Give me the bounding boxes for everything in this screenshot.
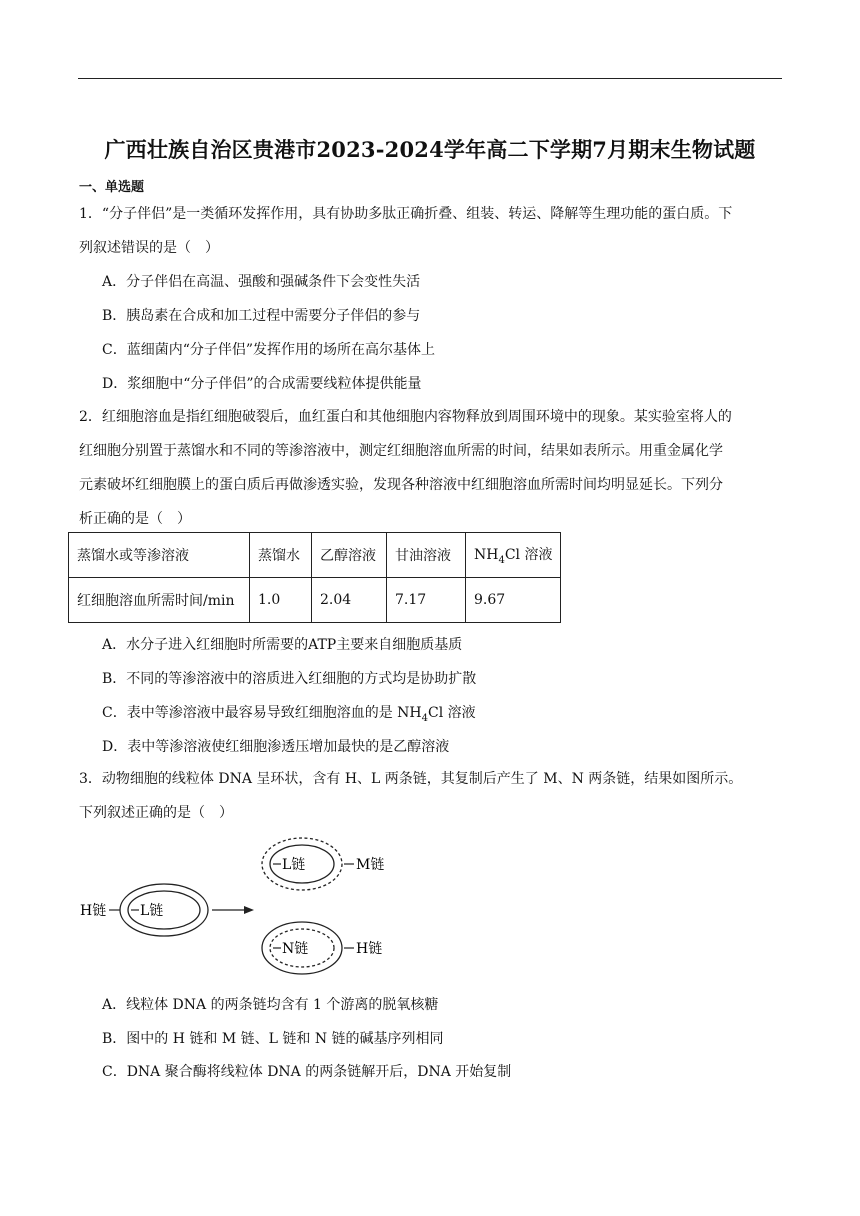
arrow-head-icon <box>244 906 254 914</box>
table-cell: 9.67 <box>466 578 561 623</box>
mtdna-replication-diagram <box>78 828 418 978</box>
q2-option-a: A．水分子进入红细胞时所需要的ATP主要来自细胞质基质 <box>102 637 463 653</box>
q1-stem-line-1: 1．“分子伴侣”是一类循环发挥作用，具有协助多肽正确折叠、组装、转运、降解等生理功能的蛋白质。下 <box>79 206 733 222</box>
table-header-cell: 蒸馏水 <box>250 533 312 578</box>
table-cell: 红细胞溶血所需时间/min <box>69 578 250 623</box>
table-header-cell: 乙醇溶液 <box>312 533 387 578</box>
label-n-strand: N链 <box>282 941 309 957</box>
q2-option-b: B．不同的等渗溶液中的溶质进入红细胞的方式均是协助扩散 <box>102 671 477 687</box>
q3-option-a: A．线粒体 DNA 的两条链均含有 1 个游离的脱氧核糖 <box>102 997 439 1013</box>
label-m-strand: M链 <box>356 857 385 873</box>
q1-option-d: D．浆细胞中“分子伴侣”的合成需要线粒体提供能量 <box>102 376 422 392</box>
label-h-strand: H链 <box>80 903 107 919</box>
q2-stem-line-3: 元素破坏红细胞膜上的蛋白质后再做渗透实验，发现各种溶液中红细胞溶血所需时间均明显延长。下列分 <box>79 477 723 493</box>
q3-stem-line-1: 3．动物细胞的线粒体 DNA 呈环状，含有 H、L 两条链，其复制后产生了 M、N 两条链，结果如图所示。 <box>79 771 743 787</box>
table-cell: 1.0 <box>250 578 312 623</box>
q1-option-b: B．胰岛素在合成和加工过程中需要分子伴侣的参与 <box>102 308 421 324</box>
table-header-cell: $NH_4Cl$ 溶液 <box>466 533 561 578</box>
table-cell: 2.04 <box>312 578 387 623</box>
label-h-strand: H链 <box>356 941 383 957</box>
q1-option-a: A．分子伴侣在高温、强酸和强碱条件下会变性失活 <box>102 274 421 290</box>
hemolysis-table <box>68 532 561 623</box>
table-cell: 7.17 <box>387 578 466 623</box>
q2-stem-line-4: 析正确的是（ ） <box>79 511 191 527</box>
q1-stem-line-2: 列叙述错误的是（ ） <box>79 240 219 256</box>
q3-option-b: B．图中的 H 链和 M 链、L 链和 N 链的碱基序列相同 <box>102 1031 444 1047</box>
q2-option-d: D．表中等渗溶液使红细胞渗透压增加最快的是乙醇溶液 <box>102 739 450 755</box>
q3-stem-line-2: 下列叙述正确的是（ ） <box>79 805 233 821</box>
page-title: 广西壮族自治区贵港市2023-2024学年高二下学期7月期末生物试题 <box>104 137 756 162</box>
q2-stem-line-1: 2．红细胞溶血是指红细胞破裂后，血红蛋白和其他细胞内容物释放到周围环境中的现象。某实验室将人的 <box>79 409 732 425</box>
label-l-strand: L链 <box>282 857 306 873</box>
q3-option-c: C．DNA 聚合酶将线粒体 DNA 的两条链解开后，DNA 开始复制 <box>102 1064 512 1080</box>
table-header-cell: 甘油溶液 <box>387 533 466 578</box>
label-l-strand: L链 <box>140 903 164 919</box>
q2-stem-line-2: 红细胞分别置于蒸馏水和不同的等渗溶液中，测定红细胞溶血所需的时间，结果如表所示。用重金属化学 <box>79 443 723 459</box>
section-heading: 一、单选题 <box>79 180 145 195</box>
q2-option-c: C．表中等渗溶液中最容易导致红细胞溶血的是 $NH_4Cl$ 溶液 <box>102 705 476 724</box>
table-header-cell: 蒸馏水或等渗溶液 <box>69 533 250 578</box>
table-row <box>69 578 561 623</box>
q1-option-c: C．蓝细菌内“分子伴侣”发挥作用的场所在高尔基体上 <box>102 342 436 358</box>
header-rule <box>78 78 782 79</box>
table-header-row <box>69 533 561 578</box>
